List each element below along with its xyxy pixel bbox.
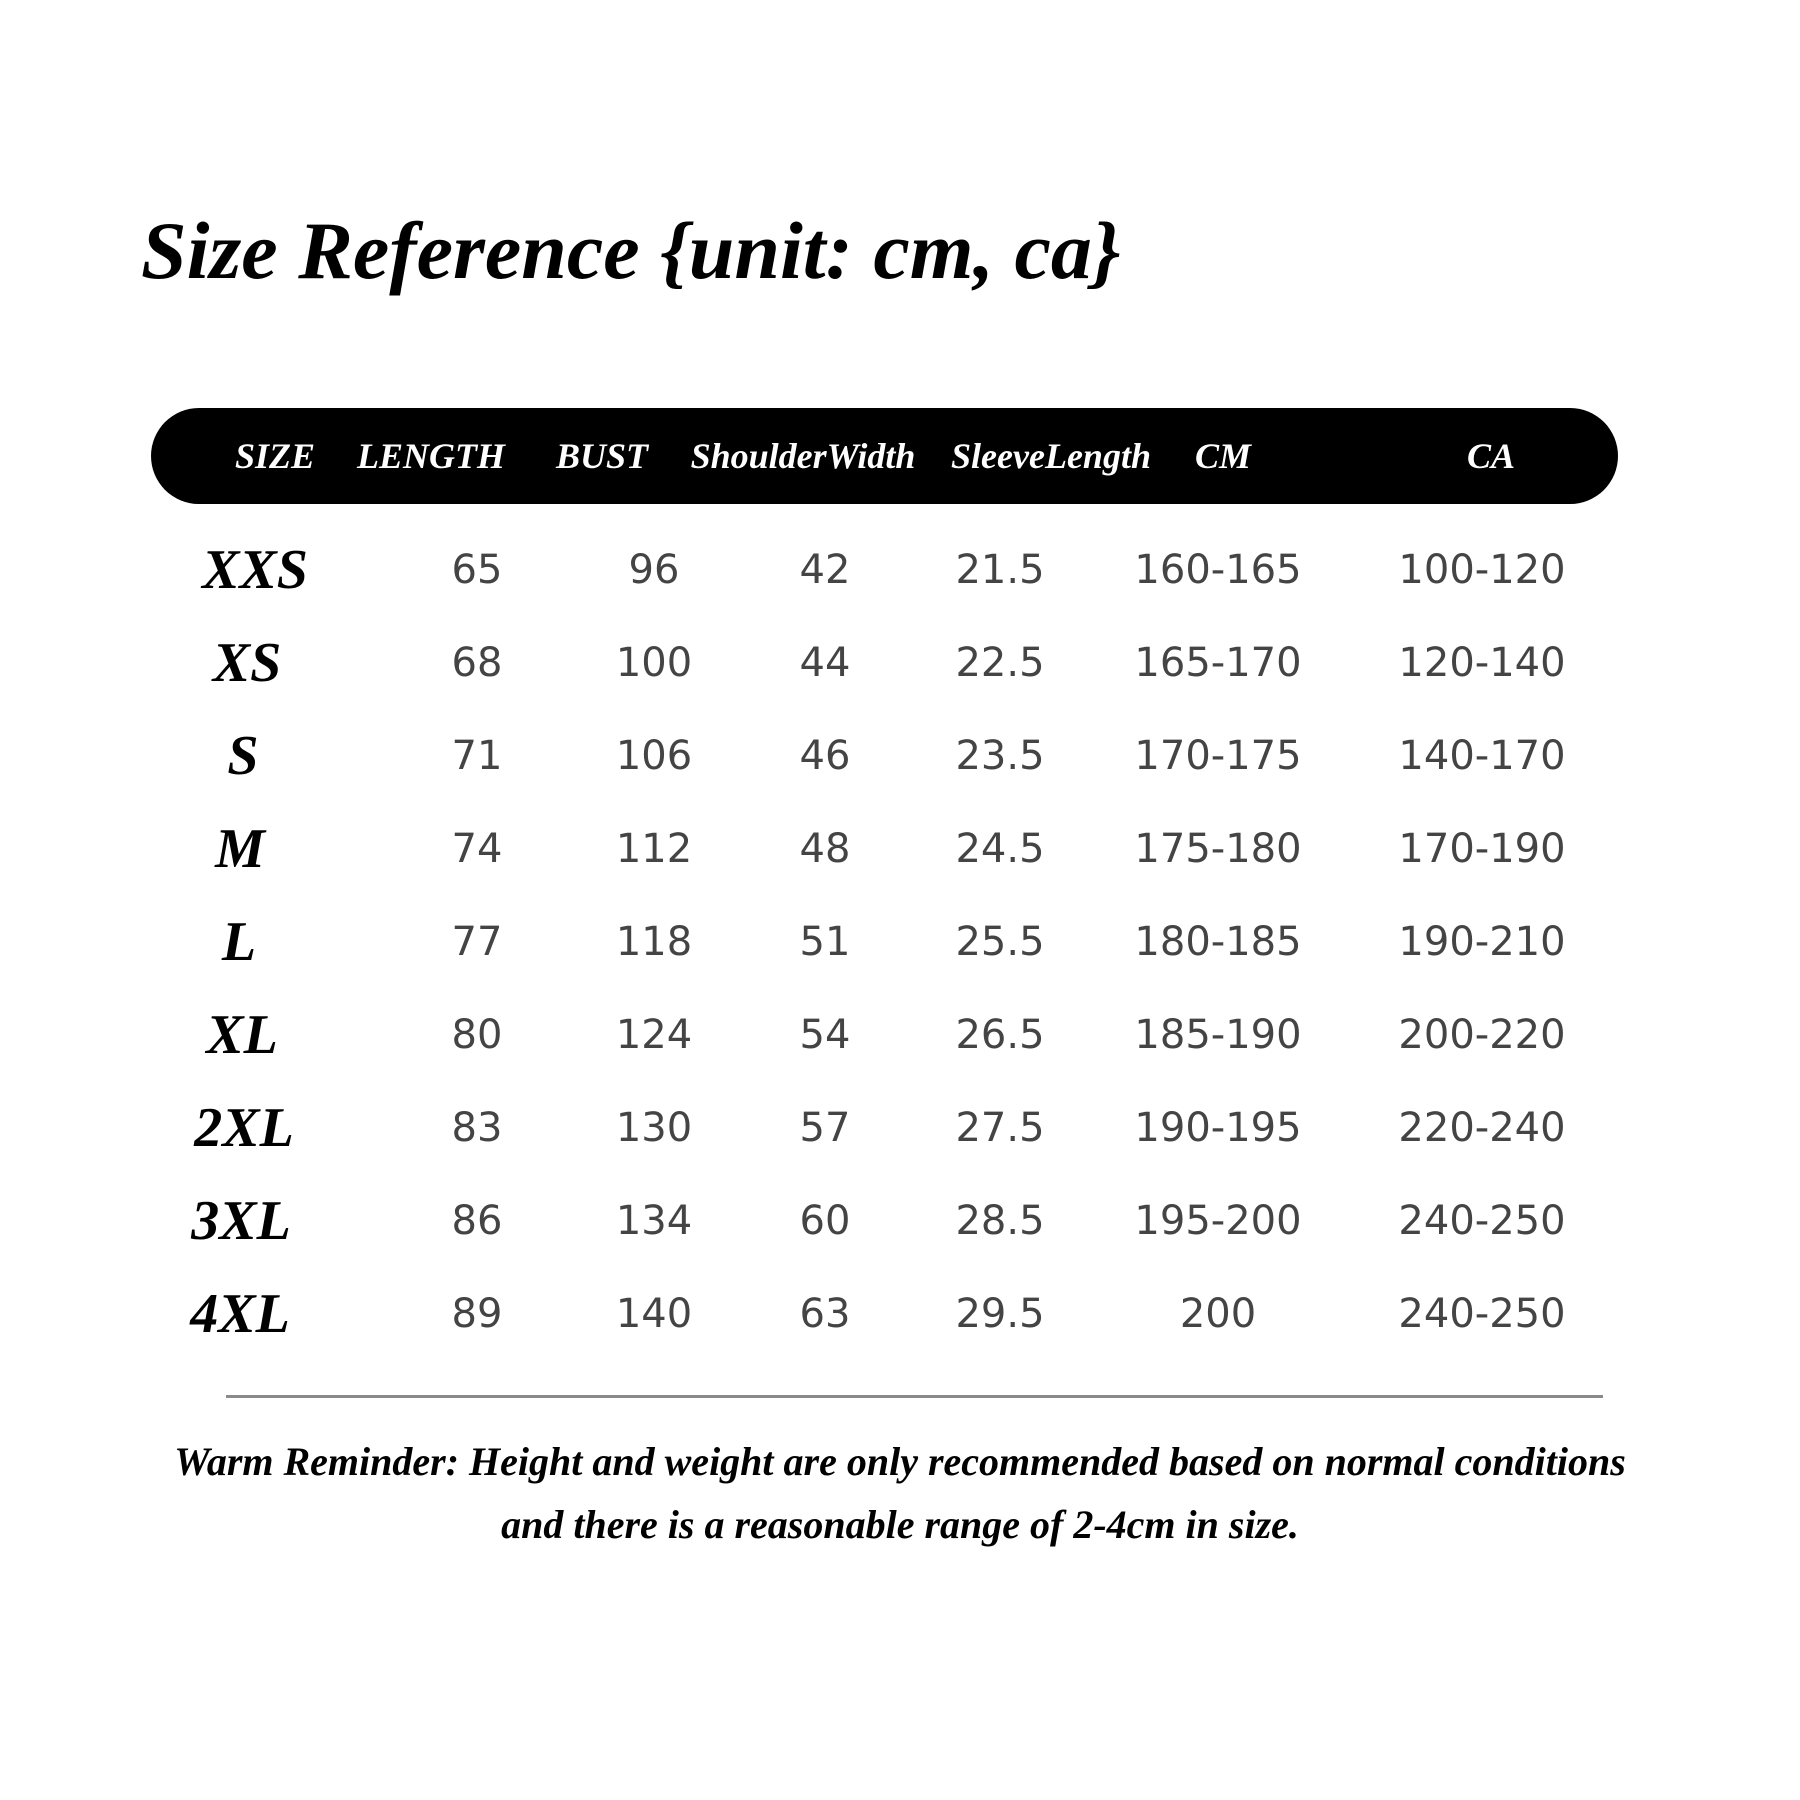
ca-cell: 200-220: [1398, 1012, 1566, 1058]
cm-cell: 160-165: [1134, 547, 1302, 593]
length-cell: 89: [451, 1291, 503, 1337]
bust-cell: 100: [615, 640, 693, 686]
sleeve-length-cell: 25.5: [955, 919, 1045, 965]
length-cell: 86: [451, 1198, 503, 1244]
shoulder-width-cell: 57: [799, 1105, 851, 1151]
column-header-ca: CA: [1466, 436, 1516, 476]
shoulder-width-cell: 48: [799, 826, 851, 872]
ca-cell: 240-250: [1398, 1198, 1566, 1244]
cm-cell: 195-200: [1134, 1198, 1302, 1244]
ca-cell: 120-140: [1398, 640, 1566, 686]
column-header-cm: CM: [1194, 436, 1252, 476]
bust-cell: 140: [615, 1291, 693, 1337]
bust-cell: 124: [615, 1012, 693, 1058]
table-header: [151, 408, 1618, 504]
shoulder-width-cell: 60: [799, 1198, 851, 1244]
shoulder-width-cell: 46: [799, 733, 851, 779]
table-row: [0, 710, 1800, 803]
size-cell: 3XL: [191, 1190, 291, 1252]
sleeve-length-cell: 27.5: [955, 1105, 1045, 1151]
shoulder-width-cell: 42: [799, 547, 851, 593]
length-cell: 68: [451, 640, 503, 686]
size-cell: L: [221, 911, 257, 973]
page-title: Size Reference {unit: cm, ca}: [141, 205, 1121, 296]
reminder-line-1: Warm Reminder: Height and weight are only recommended based on normal conditions: [174, 1439, 1626, 1484]
table-row: [0, 1268, 1800, 1361]
ca-cell: 140-170: [1398, 733, 1566, 779]
ca-cell: 100-120: [1398, 547, 1566, 593]
sleeve-length-cell: 23.5: [955, 733, 1045, 779]
ca-cell: 240-250: [1398, 1291, 1566, 1337]
shoulder-width-cell: 54: [799, 1012, 851, 1058]
ca-cell: 220-240: [1398, 1105, 1566, 1151]
reminder-line-2: and there is a reasonable range of 2-4cm in size.: [501, 1502, 1299, 1547]
table-row: [0, 1175, 1800, 1268]
column-header-sleeve-length: SleeveLength: [951, 436, 1151, 476]
size-cell: M: [215, 818, 265, 880]
column-header-length: LENGTH: [357, 436, 505, 476]
sleeve-length-cell: 26.5: [955, 1012, 1045, 1058]
shoulder-width-cell: 44: [799, 640, 851, 686]
table-row: [0, 1082, 1800, 1175]
sleeve-length-cell: 21.5: [955, 547, 1045, 593]
length-cell: 83: [451, 1105, 503, 1151]
cm-cell: 175-180: [1134, 826, 1302, 872]
length-cell: 77: [451, 919, 503, 965]
length-cell: 74: [451, 826, 503, 872]
size-cell: XS: [212, 632, 282, 694]
table-row: [0, 989, 1800, 1082]
cm-cell: 170-175: [1134, 733, 1302, 779]
shoulder-width-cell: 63: [799, 1291, 851, 1337]
size-cell: S: [227, 725, 259, 787]
length-cell: 65: [451, 547, 503, 593]
ca-cell: 170-190: [1398, 826, 1566, 872]
bust-cell: 118: [615, 919, 693, 965]
bust-cell: 112: [615, 826, 693, 872]
length-cell: 71: [451, 733, 503, 779]
sleeve-length-cell: 24.5: [955, 826, 1045, 872]
column-header-bust: BUST: [555, 436, 649, 476]
ca-cell: 190-210: [1398, 919, 1566, 965]
cm-cell: 165-170: [1134, 640, 1302, 686]
sleeve-length-cell: 29.5: [955, 1291, 1045, 1337]
cm-cell: 190-195: [1134, 1105, 1302, 1151]
size-cell: 4XL: [190, 1283, 290, 1345]
table-row: [0, 617, 1800, 710]
size-cell: 2XL: [194, 1097, 294, 1159]
column-header-shoulder-width: ShoulderWidth: [690, 436, 916, 476]
cm-cell: 185-190: [1134, 1012, 1302, 1058]
shoulder-width-cell: 51: [799, 919, 851, 965]
divider: [226, 1395, 1603, 1398]
cm-cell: 200: [1179, 1291, 1257, 1337]
bust-cell: 134: [615, 1198, 693, 1244]
cm-cell: 180-185: [1134, 919, 1302, 965]
bust-cell: 96: [628, 547, 680, 593]
length-cell: 80: [451, 1012, 503, 1058]
bust-cell: 130: [615, 1105, 693, 1151]
sleeve-length-cell: 28.5: [955, 1198, 1045, 1244]
size-cell: XL: [206, 1004, 278, 1066]
table-row: [0, 896, 1800, 989]
column-header-size: SIZE: [234, 436, 316, 476]
table-row: [0, 524, 1800, 617]
table-row: [0, 803, 1800, 896]
bust-cell: 106: [615, 733, 693, 779]
size-cell: XXS: [202, 539, 308, 601]
sleeve-length-cell: 22.5: [955, 640, 1045, 686]
